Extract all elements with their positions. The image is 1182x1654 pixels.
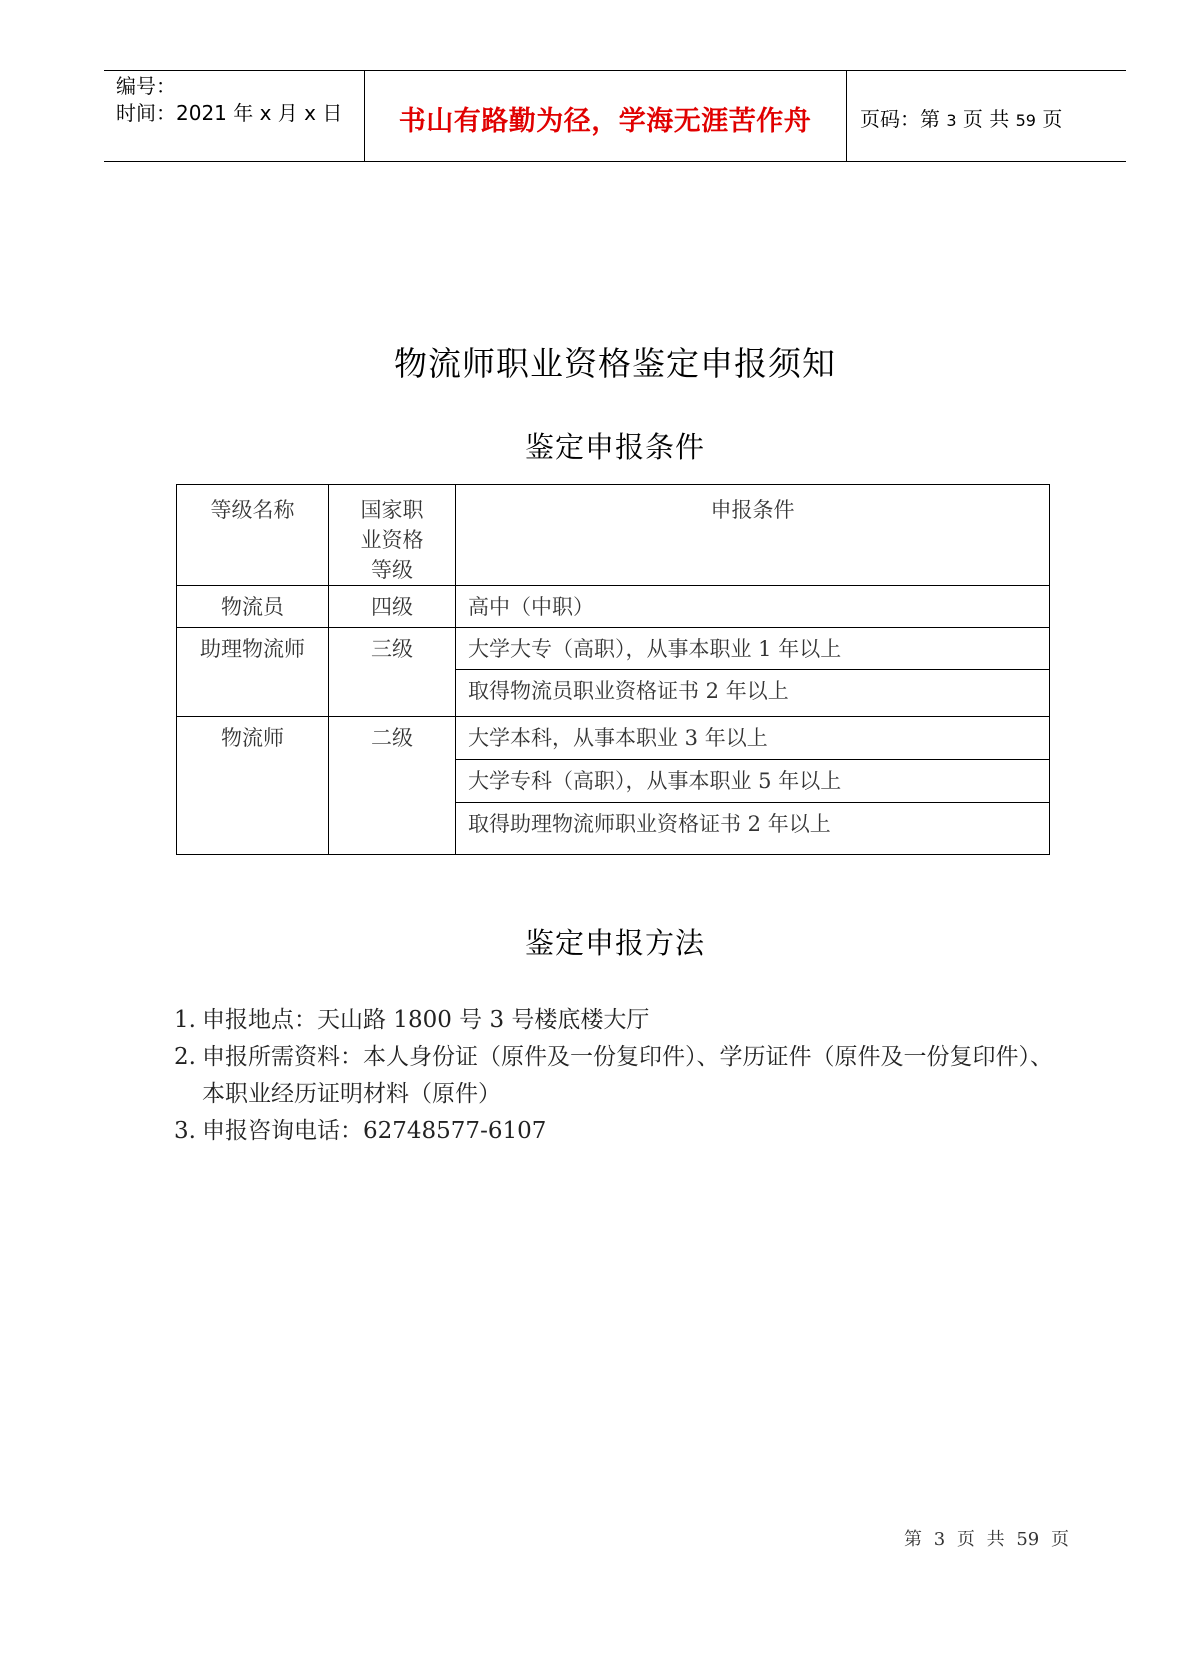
grade-name-cell: 助理物流师 [177,628,329,717]
page-prefix: 页码：第 [860,107,940,131]
document-header [104,70,1126,162]
condition-cell: 高中（中职） [456,586,1050,628]
list-item-index: 3. [174,1118,196,1144]
serial-label: 编号： [116,74,176,98]
page-mid: 页 共 [962,107,1010,131]
grade-level-cell: 二级 [329,717,456,855]
header-page-info [860,103,1062,132]
list-item-text: 申报咨询电话：62748577-6107 [202,1118,547,1144]
section-title-conditions: 鉴定申报条件 [524,430,705,464]
table-header-row [177,485,1050,586]
grade-level-cell: 三级 [329,628,456,717]
page-current: 3 [946,111,957,130]
list-item [174,1039,1054,1113]
document-title: 物流师职业资格鉴定申报须知 [394,344,836,383]
list-item [174,1002,1054,1039]
grade-name-cell: 物流师 [177,717,329,855]
page-footer: 第 3 页 共 59 页 [904,1529,1069,1550]
grade-name-cell: 物流员 [177,586,329,628]
requirements-table [176,484,1050,855]
list-item-text: 申报所需资料：本人身份证（原件及一份复印件）、学历证件（原件及一份复印件）、本职业经历证明材料（原件） [202,1044,1053,1107]
time-label: 时间：2021 年 x 月 x 日 [116,101,343,125]
header-divider [846,71,847,161]
grade-level-cell: 四级 [329,586,456,628]
condition-cell: 大学本科，从事本职业 3 年以上 [456,717,1050,760]
table-row [177,586,1050,628]
list-item [174,1113,1054,1150]
list-item-index: 1. [174,1007,196,1033]
page-total: 59 [1015,111,1036,130]
header-slogan: 书山有路勤为径，学海无涯苦作舟 [398,106,812,137]
page-suffix: 页 [1042,107,1063,131]
header-cell-name: 等级名称 [177,485,329,586]
condition-cell: 取得助理物流师职业资格证书 2 年以上 [456,803,1050,855]
condition-cell: 取得物流员职业资格证书 2 年以上 [456,670,1050,717]
list-item-text: 申报地点：天山路 1800 号 3 号楼底楼大厅 [202,1007,650,1033]
header-meta [116,73,342,127]
condition-cell: 大学专科（高职），从事本职业 5 年以上 [456,760,1050,803]
table-row [177,628,1050,670]
table-row [177,717,1050,760]
condition-cell: 大学大专（高职），从事本职业 1 年以上 [456,628,1050,670]
section-title-methods: 鉴定申报方法 [524,926,705,960]
list-item-index: 2. [174,1044,196,1070]
header-cell-condition: 申报条件 [456,485,1050,586]
methods-list [174,1002,1054,1150]
header-cell-level: 国家职业资格等级 [329,485,456,586]
